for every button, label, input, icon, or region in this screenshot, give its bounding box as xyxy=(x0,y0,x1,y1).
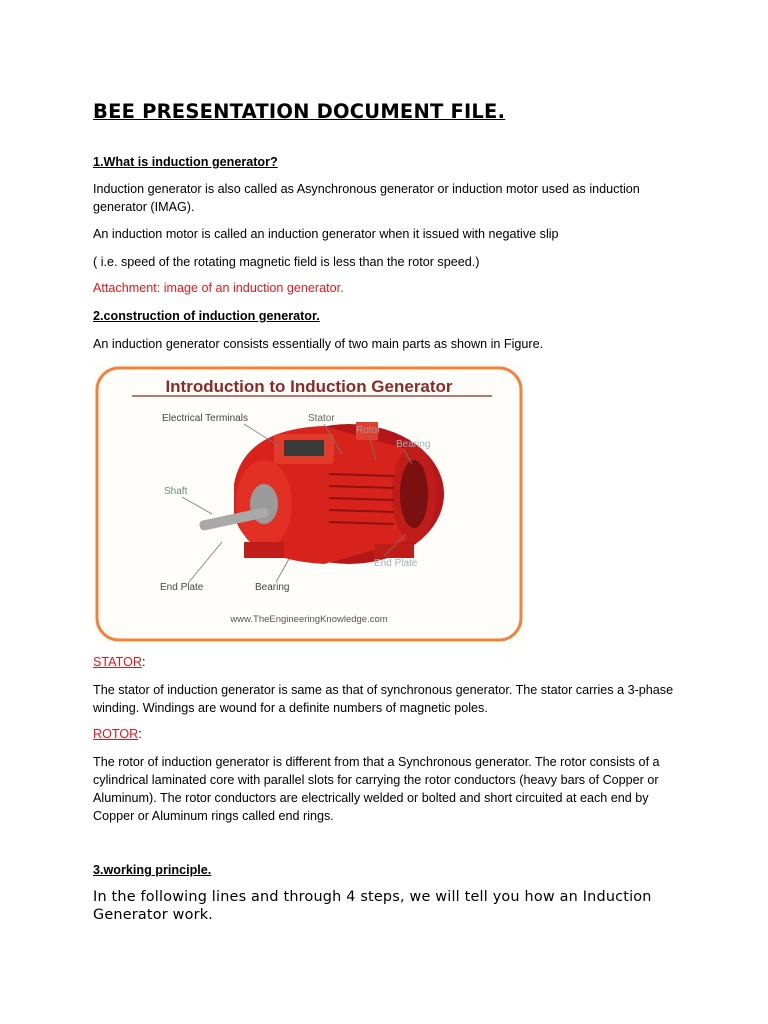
rotor-heading xyxy=(93,725,683,743)
section-heading-working-principle: 3.working principle. xyxy=(93,863,212,877)
paragraph-stator: The stator of induction generator is same as that of synchronous generator. The stator carries a 3-phase winding. Windings are wound for a definite numbers of magnetic poles. xyxy=(93,683,674,715)
paragraph-rotor: The rotor of induction generator is different from that a Synchronous generator. The rotor consists of a cylindrical laminated core with parallel slots for carrying the rotor conductors (heavy bars of Copper or Aluminum). The rotor conductors are electrically welded or bolted and short circuited at each end by Copper or Aluminum rings called end rings. xyxy=(93,755,660,823)
label-bearing-bottom: Bearing xyxy=(255,582,290,593)
paragraph-construction: An induction generator consists essentially of two main parts as shown in Figure. xyxy=(93,337,544,351)
label-bearing-top: Bearing xyxy=(396,439,431,450)
label-rotor: Rotor xyxy=(356,425,381,436)
paragraph-negative-slip: An induction motor is called an induction generator when it issued with negative slip xyxy=(93,227,559,241)
paragraph-definition: Induction generator is also called as Asynchronous generator or induction motor used as induction generator (IMAG). xyxy=(93,182,640,214)
label-stator: Stator xyxy=(308,413,335,424)
stator-colon: : xyxy=(141,655,146,669)
induction-generator-figure xyxy=(94,364,524,646)
section-heading-what-is: 1.What is induction generator? xyxy=(93,155,278,169)
paragraph-ie: ( i.e. speed of the rotating magnetic field is less than the rotor speed.) xyxy=(93,255,480,269)
section-heading-construction: 2.construction of induction generator. xyxy=(93,309,320,323)
stator-label: STATOR xyxy=(93,655,142,669)
induction-generator-illustration xyxy=(94,364,524,646)
stator-heading xyxy=(93,653,683,671)
label-electrical-terminals: Electrical Terminals xyxy=(162,413,248,424)
rotor-label: ROTOR xyxy=(93,727,139,741)
label-end-plate-left: End Plate xyxy=(160,582,204,593)
label-end-plate-right: End Plate xyxy=(374,558,418,569)
figure-title: Introduction to Induction Generator xyxy=(165,377,453,396)
paragraph-working-principle: In the following lines and through 4 steps, we will tell you how an Induction Generator work. xyxy=(93,889,652,923)
rotor-colon: : xyxy=(138,727,142,741)
attachment-note: Attachment: image of an induction generator. xyxy=(93,281,344,295)
label-shaft: Shaft xyxy=(164,486,188,497)
figure-website: www.TheEngineeringKnowledge.com xyxy=(230,614,388,625)
document-title: BEE PRESENTATION DOCUMENT FILE. xyxy=(93,100,506,123)
